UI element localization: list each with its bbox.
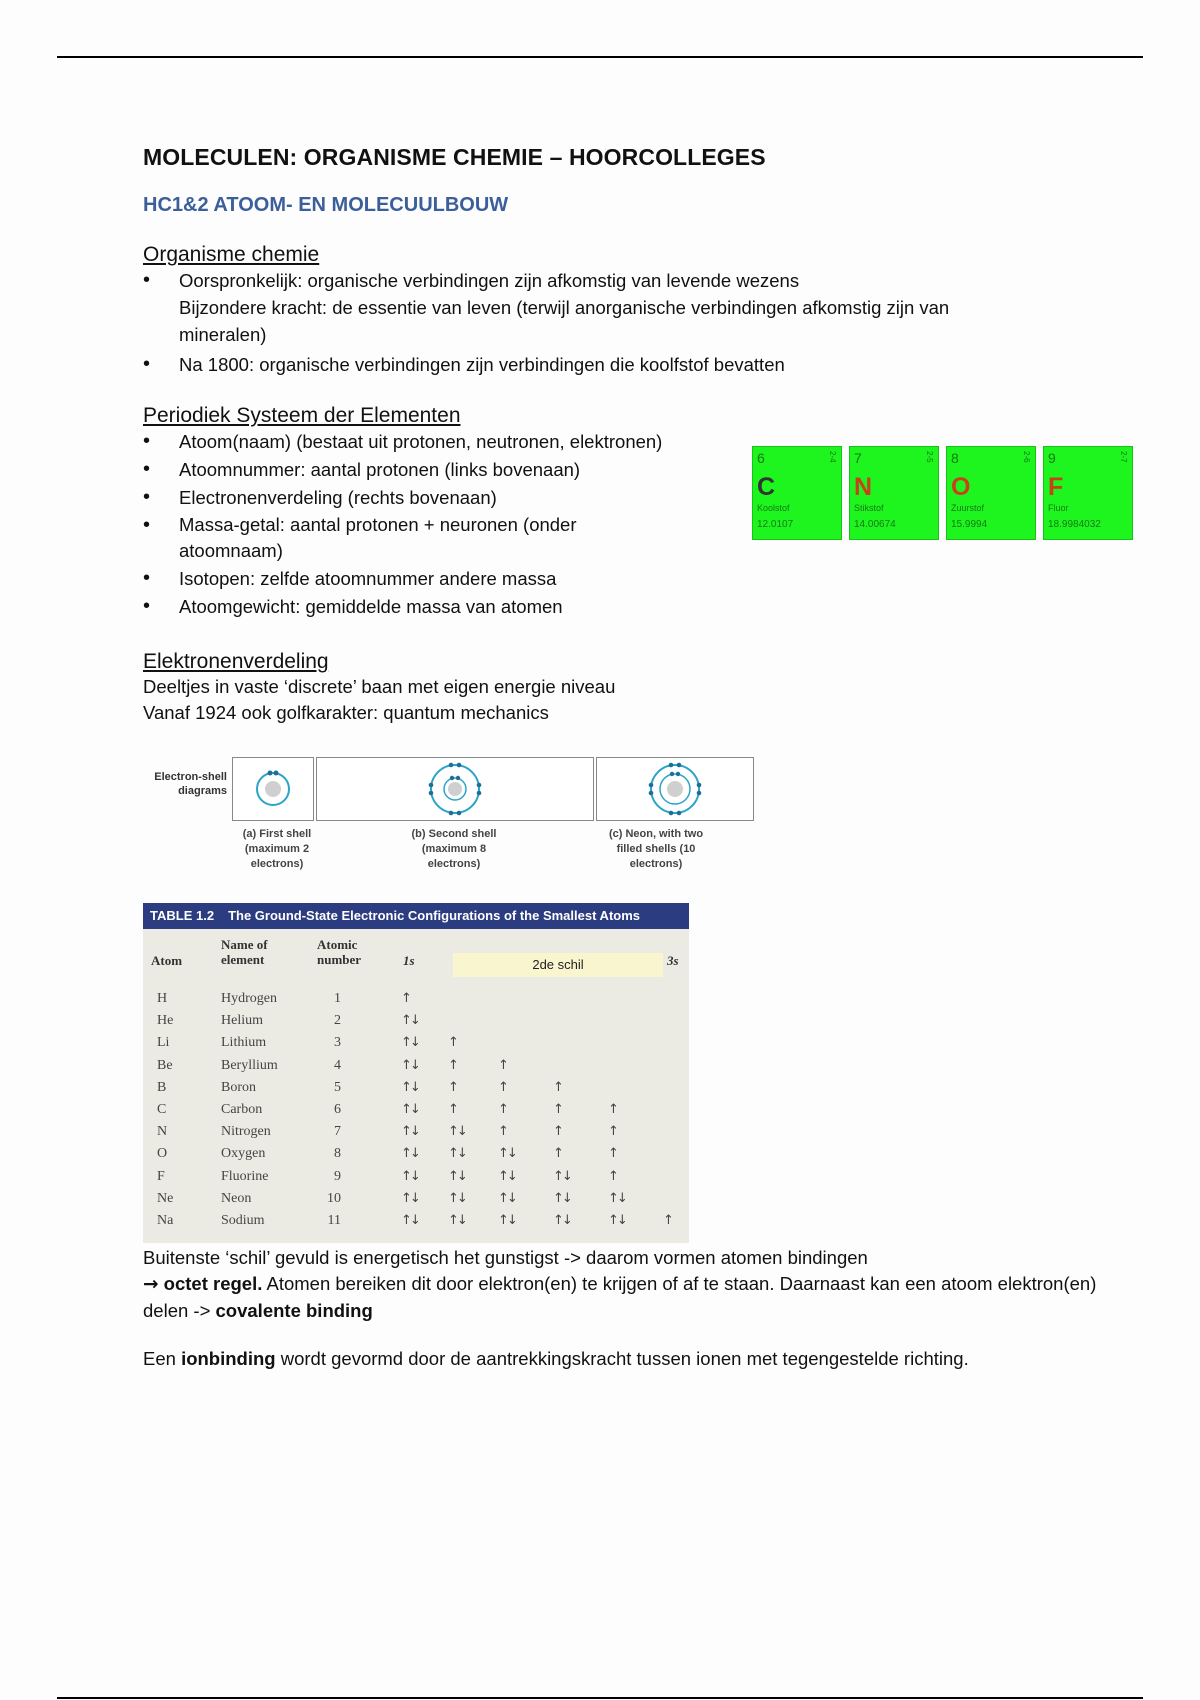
octet-term: octet regel. [163,1273,263,1294]
cell-orbital: ↑↓ [608,1190,626,1206]
element-tile-carbon [752,446,842,540]
cell-orbital: ↑↓ [498,1190,516,1206]
electron-config: 2-5 [925,451,934,463]
cell-orbital: ↑ [448,1079,457,1095]
table-title: The Ground-State Electronic Configurations of the Smallest Atoms [228,908,641,923]
cell-name: Sodium [221,1213,265,1228]
cell-name: Helium [221,1013,263,1029]
table-row [143,1213,689,1235]
second-shell-diagram [317,758,593,820]
element-name: Fluor [1048,503,1069,513]
first-shell-diagram [233,758,313,820]
cell-orbital: ↑↓ [401,1146,419,1162]
atomic-number: 7 [854,450,862,466]
heading-elektronen: Elektronenverdeling [143,650,329,673]
element-tile-nitrogen [849,446,939,540]
cell-orbital: ↑ [448,1057,457,1073]
cell-orbital: ↑↓ [401,1213,419,1228]
cell-orbital: ↑↓ [401,1079,419,1095]
cell-orbital: ↑↓ [448,1146,466,1162]
cell-number: 11 [327,1213,341,1228]
table-row [143,1146,689,1168]
element-name: Stikstof [854,503,884,513]
cell-orbital: ↑ [448,1102,457,1117]
cell-number: 5 [334,1079,341,1095]
cell-name: Nitrogen [221,1124,271,1140]
shell-box-second [316,757,594,821]
cell-atom: B [157,1079,167,1095]
cell-orbital: ↑↓ [401,1102,419,1117]
cell-atom: O [157,1146,168,1162]
cell-orbital: ↑↓ [498,1146,516,1162]
cell-orbital: ↑ [553,1079,562,1095]
cell-orbital: ↑↓ [553,1190,571,1206]
cell-orbital: ↑ [608,1124,617,1140]
cell-number: 7 [334,1124,341,1140]
cell-orbital: ↑↓ [448,1190,466,1206]
figure-caption: (a) First shell (maximum 2 electrons) [242,828,312,870]
list-item: • Atoom(naam) (bestaat uit protonen, neutronen, elektronen) [143,428,743,455]
cell-atom: He [157,1013,174,1029]
cell-orbital: ↑ [553,1102,562,1117]
col-header-name: Name of element [221,937,268,967]
cell-atom: Na [157,1213,174,1228]
atomic-mass: 12.0107 [757,519,794,530]
atomic-number: 8 [951,450,959,466]
element-tile-oxygen [946,446,1036,540]
figure-label: Electron-shell diagrams [154,771,227,797]
cell-orbital: ↑↓ [401,1190,419,1206]
document-title: MOLECULEN: ORGANISME CHEMIE – HOORCOLLEGES [143,144,766,170]
cell-orbital: ↑ [498,1079,507,1095]
figure-caption: (b) Second shell (maximum 8 electrons) [411,828,497,870]
cell-number: 10 [327,1190,341,1206]
cell-name: Beryllium [221,1057,278,1073]
cell-orbital: ↑↓ [448,1124,466,1140]
cell-orbital: ↑ [608,1102,617,1117]
element-symbol: C [757,473,776,501]
list-item: • Atoomgewicht: gemiddelde massa van atomen [143,593,743,620]
heading-periodiek: Periodiek Systeem der Elementen [143,404,461,427]
cell-orbital: ↑ [401,991,410,1006]
paragraph-octet: Buitenste ‘schil’ gevuld is energetisch het gunstigst -> daarom vormen atomen bindingen → octet regel. Atomen bereiken dit door elektron(en) te krijgen of af te staan. Daarnaast kan een atoom elektron(en) delen -> covalente binding [143,1247,1097,1321]
table-number: TABLE 1.2 [150,908,215,923]
bottom-rule [57,1697,1143,1699]
electron-shell-figure [143,757,763,877]
cell-orbital: ↑ [498,1102,507,1117]
col-header-number: Atomic number [317,937,362,967]
col-header-1s: 1s [403,953,415,968]
table-row [143,1191,689,1213]
paragraph-ion: Een ionbinding wordt gevormd door de aantrekkingskracht tussen ionen met tegengestelde richting. [143,1348,969,1369]
cell-name: Hydrogen [221,991,277,1006]
table-row [143,1169,689,1191]
cell-name: Neon [221,1190,252,1206]
col-header-2de-schil: 2de schil [453,953,663,977]
cell-orbital: ↑↓ [401,1057,419,1073]
cell-name: Oxygen [221,1146,266,1162]
shell-box-neon [596,757,754,821]
table-row [143,1080,689,1102]
cell-orbital: ↑↓ [401,1168,419,1184]
cell-atom: H [157,991,168,1006]
cell-orbital: ↑↓ [401,1013,419,1029]
ion-term: ionbinding [181,1348,276,1369]
figure-caption: (c) Neon, with two filled shells (10 electrons) [608,828,704,870]
table-header-bar [143,903,689,929]
cell-orbital: ↑ [498,1057,507,1073]
heading-organisme: Organisme chemie [143,243,320,266]
atomic-mass: 18.9984032 [1048,519,1101,530]
list-item: • Oorspronkelijk: organische verbindingen zijn afkomstig van levende wezens Bijzondere kracht: de essentie van leven (terwijl anorganische verbindingen afkomstig zijn van mineralen) [143,267,1143,348]
element-symbol: O [951,473,971,501]
page-content [143,144,1143,726]
cell-atom: Li [157,1035,170,1051]
cell-orbital: ↑↓ [498,1213,516,1228]
list-item: • Atoomnummer: aantal protonen (links bovenaan) [143,456,743,483]
periodiek-list [143,428,743,620]
cell-number: 8 [334,1146,341,1162]
element-name: Koolstof [757,503,790,513]
text-line: Deeltjes in vaste ‘discrete’ baan met eigen energie niveau [143,676,616,697]
shell-box-first [232,757,314,821]
organisme-list [143,267,1143,378]
table-row [143,1124,689,1146]
electron-config: 2-4 [828,451,837,463]
atomic-mass: 15.9994 [951,519,988,530]
cell-atom: C [157,1102,167,1117]
table-row [143,1058,689,1080]
table-row [143,1102,689,1124]
cell-number: 3 [334,1035,341,1051]
cell-orbital: ↑↓ [553,1213,571,1228]
table-row [143,991,689,1013]
cell-number: 1 [334,991,341,1006]
cell-orbital: ↑↓ [498,1168,516,1184]
electron-config-table [143,903,689,1243]
cell-orbital: ↑↓ [401,1035,419,1051]
arrow-right-icon: → [143,1274,159,1295]
electron-config: 2-7 [1119,451,1128,463]
col-header-3s: 3s [667,953,679,968]
text-line: Vanaf 1924 ook golfkarakter: quantum mechanics [143,702,549,723]
list-item: • Massa-getal: aantal protonen + neuronen (onder atoomnaam) [143,512,609,564]
list-item: • Na 1800: organische verbindingen zijn verbindingen die koolfstof bevatten [143,351,1143,378]
cell-atom: N [157,1124,168,1140]
electron-config: 2-6 [1022,451,1031,463]
cell-orbital: ↑↓ [401,1124,419,1140]
atomic-number: 6 [757,450,765,466]
cell-number: 6 [334,1102,341,1117]
element-name: Zuurstof [951,503,985,513]
cell-orbital: ↑ [553,1146,562,1162]
list-item: • Electronenverdeling (rechts bovenaan) [143,484,743,511]
element-tile-fluorine [1043,446,1133,540]
element-symbol: N [854,473,873,501]
atomic-number: 9 [1048,450,1056,466]
cell-number: 2 [334,1013,341,1029]
cell-name: Lithium [221,1035,267,1051]
cell-orbital: ↑↓ [553,1168,571,1184]
element-tiles [752,446,1133,540]
cell-orbital: ↑ [608,1168,617,1184]
top-rule [57,56,1143,58]
cell-number: 4 [334,1057,341,1073]
cell-atom: Ne [157,1190,174,1206]
cell-orbital: ↑ [498,1124,507,1140]
cell-orbital: ↑↓ [448,1168,466,1184]
cell-atom: Be [157,1057,173,1073]
element-symbol: F [1048,473,1064,501]
table-row [143,1013,689,1035]
cell-orbital: ↑ [663,1213,672,1228]
cell-number: 9 [334,1168,341,1184]
cell-atom: F [157,1168,165,1184]
cell-orbital: ↑↓ [608,1213,626,1228]
closing-text [143,1245,1143,1372]
cell-orbital: ↑↓ [448,1213,466,1228]
cell-orbital: ↑ [608,1146,617,1162]
atomic-mass: 14.00674 [854,519,896,530]
cell-orbital: ↑ [448,1035,457,1051]
table-row [143,1035,689,1057]
cell-name: Carbon [221,1102,263,1117]
list-item: • Isotopen: zelfde atoomnummer andere massa [143,565,743,592]
col-header-atom: Atom [151,953,183,968]
cell-orbital: ↑ [553,1124,562,1140]
neon-shell-diagram [597,758,753,820]
covalent-term: covalente binding [215,1300,373,1321]
section-title: HC1&2 ATOOM- EN MOLECUULBOUW [143,194,509,216]
cell-name: Fluorine [221,1168,269,1184]
cell-name: Boron [221,1079,256,1095]
